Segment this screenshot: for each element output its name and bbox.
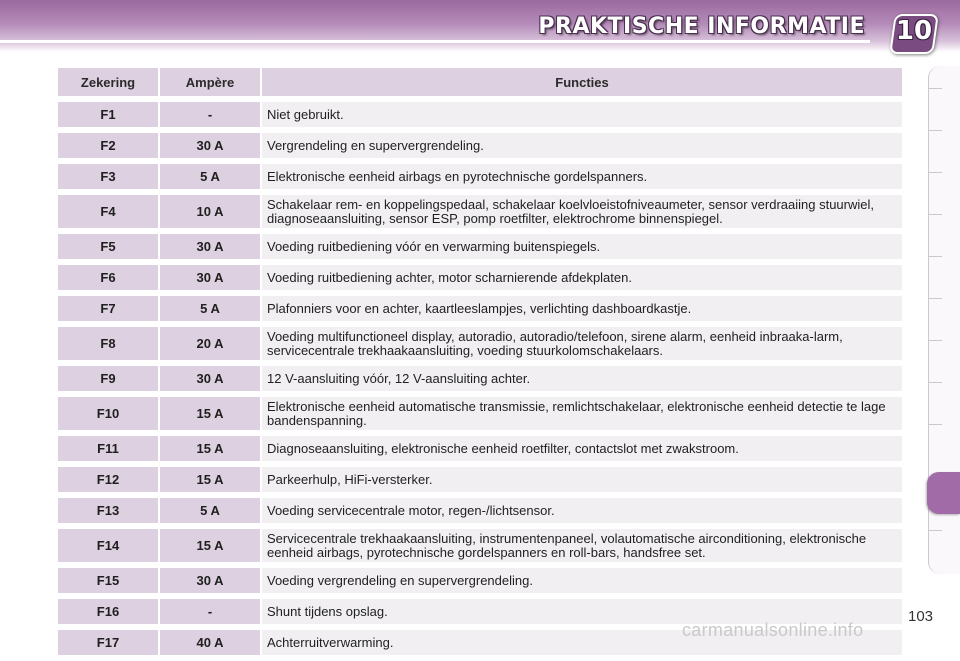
fuse-cell: F8 — [58, 327, 158, 360]
thumb-index-divider — [928, 214, 942, 215]
function-cell: Schakelaar rem- en koppelingspedaal, schakelaar koelvloeistofniveaumeter, sensor verdraaiing stuurwiel, diagnoseaansluiting, sensor ESP, pomp roetfilter, elektrochrome binnenspiegel. — [262, 195, 902, 228]
table-row — [58, 296, 902, 321]
table-row — [58, 529, 902, 562]
function-cell: 12 V-aansluiting vóór, 12 V-aansluiting achter. — [262, 366, 902, 391]
thumb-index-divider — [928, 256, 942, 257]
function-cell: Shunt tijdens opslag. — [262, 599, 902, 624]
table-row — [58, 133, 902, 158]
ampere-cell: 40 A — [160, 630, 260, 655]
page-title: PRAKTISCHE INFORMATIE — [538, 14, 865, 39]
function-cell: Voeding servicecentrale motor, regen-/lichtsensor. — [262, 498, 902, 523]
fuse-cell: F3 — [58, 164, 158, 189]
header-divider — [0, 40, 870, 43]
ampere-cell: - — [160, 102, 260, 127]
fuse-cell: F6 — [58, 265, 158, 290]
table-row — [58, 327, 902, 360]
ampere-cell: 15 A — [160, 436, 260, 461]
column-header-functions: Functies — [262, 68, 902, 96]
fuse-cell: F10 — [58, 397, 158, 430]
ampere-cell: 15 A — [160, 467, 260, 492]
ampere-cell: 5 A — [160, 164, 260, 189]
fuse-cell: F12 — [58, 467, 158, 492]
fuse-table — [56, 62, 904, 661]
fuse-cell: F13 — [58, 498, 158, 523]
watermark: carmanualsonline.info — [682, 620, 864, 640]
function-cell: Diagnoseaansluiting, elektronische eenheid roetfilter, contactslot met zwakstroom. — [262, 436, 902, 461]
table-row — [58, 467, 902, 492]
function-cell: Elektronische eenheid automatische transmissie, remlichtschakelaar, elektronische eenheid detectie te lage bandenspanning. — [262, 397, 902, 430]
function-cell: Niet gebruikt. — [262, 102, 902, 127]
fuse-cell: F11 — [58, 436, 158, 461]
ampere-cell: 15 A — [160, 397, 260, 430]
thumb-index-divider — [928, 382, 942, 383]
table-header-row — [58, 68, 902, 96]
fuse-cell: F9 — [58, 366, 158, 391]
ampere-cell: 20 A — [160, 327, 260, 360]
ampere-cell: - — [160, 599, 260, 624]
thumb-index-divider — [928, 88, 942, 89]
ampere-cell: 10 A — [160, 195, 260, 228]
function-cell: Servicecentrale trekhaakaansluiting, instrumentenpaneel, volautomatische airconditioning, elektronische eenheid airbags, pyrotechnische gordelspanners en roll-bars, handsfree set. — [262, 529, 902, 562]
table-row — [58, 234, 902, 259]
table-row — [58, 164, 902, 189]
function-cell: Plafonniers voor en achter, kaartleeslampjes, verlichting dashboardkastje. — [262, 296, 902, 321]
table-row — [58, 436, 902, 461]
ampere-cell: 30 A — [160, 568, 260, 593]
function-cell: Voeding ruitbediening achter, motor scharnierende afdekplaten. — [262, 265, 902, 290]
ampere-cell: 5 A — [160, 296, 260, 321]
table-row — [58, 366, 902, 391]
ampere-cell: 30 A — [160, 366, 260, 391]
table-row — [58, 498, 902, 523]
fuse-cell: F1 — [58, 102, 158, 127]
table-row — [58, 397, 902, 430]
column-header-amp: Ampère — [160, 68, 260, 96]
function-cell: Voeding multifunctioneel display, autoradio, autoradio/telefoon, sirene alarm, eenheid inbraaka-larm, servicecentrale trekhaakaansluiting, voeding stuurkolomschakelaars. — [262, 327, 902, 360]
fuse-cell: F2 — [58, 133, 158, 158]
fuse-cell: F17 — [58, 630, 158, 655]
table-row — [58, 568, 902, 593]
function-cell: Elektronische eenheid airbags en pyrotechnische gordelspanners. — [262, 164, 902, 189]
column-header-fuse: Zekering — [58, 68, 158, 96]
fuse-cell: F7 — [58, 296, 158, 321]
thumb-index-divider — [928, 424, 942, 425]
fuse-cell: F16 — [58, 599, 158, 624]
fuse-cell: F5 — [58, 234, 158, 259]
function-cell: Achterruitverwarming. — [262, 630, 902, 655]
table-row — [58, 265, 902, 290]
ampere-cell: 30 A — [160, 265, 260, 290]
ampere-cell: 30 A — [160, 133, 260, 158]
thumb-index-divider — [928, 130, 942, 131]
fuse-cell: F15 — [58, 568, 158, 593]
thumb-index-divider — [928, 298, 942, 299]
page-number: 103 — [908, 608, 934, 625]
chapter-number: 10 — [895, 16, 933, 46]
table-row — [58, 195, 902, 228]
function-cell: Voeding vergrendeling en supervergrendeling. — [262, 568, 902, 593]
ampere-cell: 15 A — [160, 529, 260, 562]
chapter-tab-active[interactable] — [927, 472, 960, 514]
ampere-cell: 5 A — [160, 498, 260, 523]
ampere-cell: 30 A — [160, 234, 260, 259]
thumb-index-divider — [928, 530, 942, 531]
table-row — [58, 102, 902, 127]
thumb-index-divider — [928, 172, 942, 173]
function-cell: Parkeerhulp, HiFi-versterker. — [262, 467, 902, 492]
fuse-cell: F14 — [58, 529, 158, 562]
thumb-index-divider — [928, 340, 942, 341]
fuse-cell: F4 — [58, 195, 158, 228]
function-cell: Vergrendeling en supervergrendeling. — [262, 133, 902, 158]
function-cell: Voeding ruitbediening vóór en verwarming buitenspiegels. — [262, 234, 902, 259]
